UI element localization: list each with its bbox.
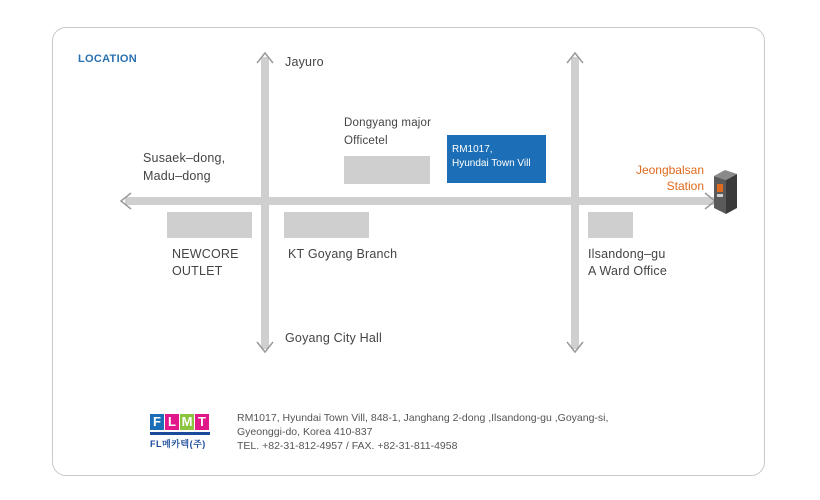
dongyang-label-2: Officetel — [344, 135, 388, 147]
company-logo — [150, 413, 212, 450]
logo-letter-m: M — [181, 414, 193, 429]
dongyang-building-block — [344, 156, 430, 184]
target-line1: RM1017, — [452, 144, 493, 155]
target-line2: Hyundai Town Vill — [452, 158, 531, 169]
right-vertical-road — [571, 57, 579, 349]
main-horizontal-road — [125, 197, 715, 205]
ilsan-label-2: A Ward Office — [588, 264, 668, 278]
contact-line: TEL. +82-31-812-4957 / FAX. +82-31-811-4958 — [237, 440, 458, 452]
logo-letter-f: F — [150, 414, 164, 430]
road-label-jayuro: Jayuro — [285, 55, 324, 69]
station-label — [608, 162, 704, 194]
road-label-west-2: Madu–dong — [143, 169, 211, 183]
station-label-1: Jeongbalsan — [635, 163, 704, 177]
newcore-label-1: NEWCORE — [172, 247, 239, 261]
subway-station-icon — [711, 168, 741, 216]
logo-letter-t: T — [195, 414, 209, 430]
kt-building-block — [284, 212, 369, 238]
road-label-west-1: Susaek–dong, — [143, 151, 226, 165]
ilsan-label-1: Ilsandong–gu — [588, 247, 666, 261]
address-block — [237, 411, 608, 453]
road-label-city-hall: Goyang City Hall — [285, 331, 382, 345]
target-location-box — [447, 135, 546, 183]
ilsan-building-block — [588, 212, 633, 238]
logo-letter-l: L — [165, 414, 179, 430]
logo-tagline: FL메카텍(주) — [150, 439, 206, 449]
address-line-1: RM1017, Hyundai Town Vill, 848-1, Janghang 2-dong ,Ilsandong-gu ,Goyang-si, — [237, 412, 609, 424]
station-label-2: Station — [666, 179, 704, 193]
kt-label: KT Goyang Branch — [288, 247, 398, 261]
newcore-building-block — [167, 212, 252, 238]
dongyang-label-1: Dongyang major — [344, 117, 432, 129]
logo-bar — [150, 432, 210, 435]
page-title: LOCATION — [78, 53, 138, 65]
newcore-label-2: OUTLET — [172, 264, 223, 278]
logo-letters — [150, 413, 212, 431]
left-vertical-road — [261, 57, 269, 349]
address-line-2: Gyeonggi-do, Korea 410-837 — [237, 426, 373, 438]
